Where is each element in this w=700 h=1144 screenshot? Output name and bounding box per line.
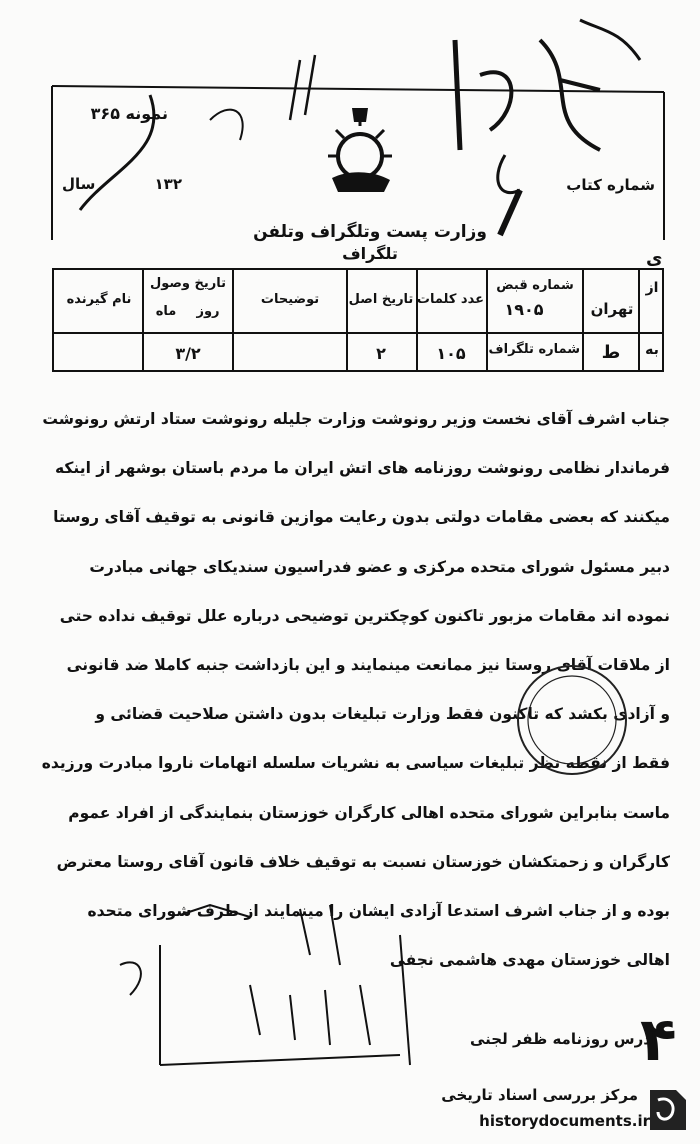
arrival-value: ۳/۲	[175, 344, 201, 363]
table-divider	[54, 332, 662, 334]
archive-watermark	[420, 1080, 690, 1144]
table-divider	[582, 270, 584, 370]
arrival-date-header: تاریخ وصول	[149, 276, 227, 291]
body-line: فقط از نقطه نظر تبلیغات سیاسی به نشریات سلسله اتهامات ناروا مبادرت ورزیده	[41, 754, 670, 773]
origin-date-header: تاریخ اصل	[348, 292, 414, 307]
archive-url: historydocuments.ir	[479, 1112, 650, 1130]
lion-and-sun-emblem	[318, 100, 402, 200]
handwritten-page-mark: ۴	[640, 1005, 677, 1075]
recipient-header: نام گیرنده	[66, 292, 132, 307]
year-value: ۱۳۲	[154, 175, 182, 193]
letter-number-label: شماره کتاب	[566, 176, 655, 194]
service-title: تلگراف	[342, 244, 398, 263]
body-line: میکنند که بعضی مقامات دولتی بدون رعایت موازین قانونی به توقیف آقای روستا	[53, 508, 670, 527]
handwritten-annotations	[100, 895, 460, 1085]
table-divider	[232, 270, 234, 370]
body-line: نموده اند مقامات مزبور تاکنون کوچکترین توضیحی درباره علل توقیف نداده حتی	[59, 606, 670, 625]
table-divider	[486, 270, 488, 370]
month-header: ماه	[155, 304, 177, 319]
archive-name: مرکز بررسی اسناد تاریخی	[441, 1086, 638, 1104]
ministry-title: وزارت پست وتلگراف وتلفن	[253, 222, 487, 242]
day-header: روز	[196, 304, 220, 319]
body-line: کارگران و زحمتکشان خوزستان نسبت به توقیف خلاف قانون آقای روستا معترض	[56, 852, 670, 871]
telegram-form-table	[52, 268, 664, 372]
from-city: تهران	[590, 300, 634, 318]
form-number-value: ۱۹۰۵	[504, 300, 544, 319]
address-line: آدرس روزنامه ظفر لجنی	[470, 1030, 657, 1048]
body-line: فرماندار نظامی رونوشت روزنامه های اتش ایران ما مردم باستان بوشهر از اینکه	[55, 459, 670, 478]
corner-mark: ی	[646, 248, 663, 269]
body-line: جناب اشرف آقای نخست وزیر رونوشت وزارت جلیله رونوشت ستاد ارتش رونوشت	[42, 410, 670, 428]
archive-logo-icon	[646, 1084, 690, 1134]
origin-date-value: ۲	[376, 344, 386, 363]
table-divider	[638, 270, 640, 370]
form-number-header: شماره قبض	[496, 278, 574, 293]
to-mark: ط	[601, 342, 621, 363]
year-field	[62, 175, 182, 193]
form-number: نمونه ۳۶۵	[90, 104, 168, 123]
word-count-value: ۱۰۵	[436, 344, 466, 363]
year-label: سال	[62, 175, 96, 193]
round-stamp	[512, 660, 632, 780]
table-divider	[142, 270, 144, 370]
body-line: بوده و از جناب اشرف استدعا آزادی ایشان را مینمایند از طرف شورای متحده	[87, 901, 670, 920]
word-count-header: عدد کلمات	[416, 292, 484, 307]
to-header: به	[645, 342, 659, 358]
body-line: از ملاقات آقای روستا نیز ممانعت مینمایند و این بازداشت جنبه کاملا ضد قانونی	[66, 655, 670, 674]
body-line: ماست بنابراین شورای متحده اهالی کارگران خوزستان بنمایندگی از افراد عموم	[68, 803, 670, 822]
notes-header: توضیحات	[260, 292, 320, 307]
body-line: اهالی خوزستان مهدی هاشمی نجفی	[389, 951, 670, 970]
body-line: و آزادی بکشد که تاکنون فقط وزارت تبلیغات بدون داشتن صلاحیت قضائی و	[95, 705, 670, 724]
telegram-number-header: شماره تلگراف	[488, 342, 580, 357]
body-line: دبیر مسئول شورای متحده مرکزی و عضو فدراسیون سندیکای جهانی مبادرت	[89, 557, 670, 576]
from-header: از	[645, 280, 659, 296]
